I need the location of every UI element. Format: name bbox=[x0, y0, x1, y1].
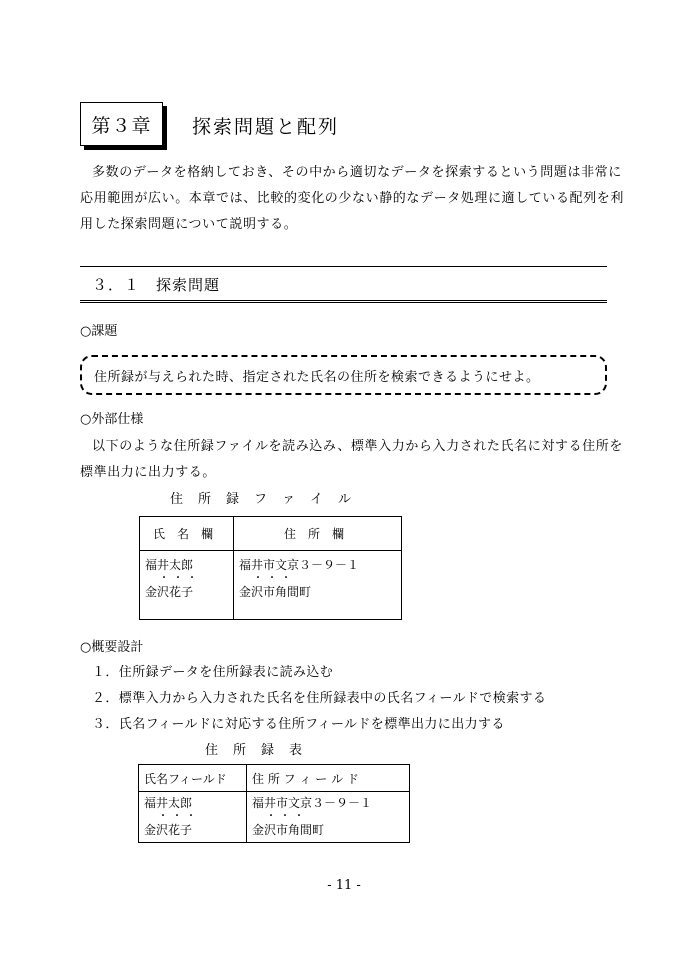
design-heading: ○概要設計 bbox=[80, 640, 144, 655]
ellipsis: ・・・ bbox=[266, 811, 308, 822]
section-title: ３．１ 探索問題 bbox=[92, 276, 221, 294]
address-value: 金沢市角間町 bbox=[252, 823, 325, 837]
design-step-3: ３．氏名フィールドに対応する住所フィールドを標準出力に出力する bbox=[92, 717, 505, 732]
chapter-label-box bbox=[80, 102, 163, 146]
name-field-header: 氏名フィールド bbox=[139, 765, 247, 792]
name-value: 福井太郎 bbox=[144, 796, 193, 810]
address-column-header: 住所欄 bbox=[234, 517, 402, 551]
address-value: 金沢市角間町 bbox=[239, 585, 312, 599]
address-field-header: 住 所 フ ィ ー ル ド bbox=[247, 765, 410, 792]
chapter-title: 探索問題と配列 bbox=[192, 116, 340, 138]
section-rule-top bbox=[80, 266, 607, 267]
design-step-1: １．住所録データを住所録表に読み込む bbox=[92, 665, 334, 680]
page-number: - 11 - bbox=[327, 878, 361, 893]
address-value: 福井市文京３－９－１ bbox=[239, 558, 360, 572]
spec-heading: ○外部仕様 bbox=[80, 412, 144, 427]
intro-line-1: 多数のデータを格納しておき、その中から適切なデータを探索するという問題は非常に bbox=[92, 165, 622, 180]
address-file-table bbox=[139, 516, 402, 620]
spec-line-1: 以下のような住所録ファイルを読み込み、標準入力から入力された氏名に対する住所を bbox=[92, 439, 623, 454]
ellipsis: ・・・ bbox=[253, 573, 295, 584]
task-text: 住所録が与えられた時、指定された氏名の住所を検索できるようにせよ。 bbox=[94, 370, 540, 385]
name-column-header: 氏名欄 bbox=[140, 517, 234, 551]
design-step-2: ２．標準入力から入力された氏名を住所録表中の氏名フィールドで検索する bbox=[92, 691, 547, 706]
section-rule-bottom bbox=[80, 300, 607, 305]
task-heading: ○課題 bbox=[80, 324, 118, 339]
ellipsis: ・・・ bbox=[159, 573, 201, 584]
name-value: 福井太郎 bbox=[145, 558, 194, 572]
address-file-caption: 住 所 録 フ ァ イ ル bbox=[170, 492, 353, 507]
address-value: 福井市文京３－９－１ bbox=[252, 796, 373, 810]
name-value: 金沢花子 bbox=[145, 585, 194, 599]
address-table bbox=[138, 764, 410, 843]
name-value: 金沢花子 bbox=[144, 823, 193, 837]
intro-line-2: 応用範囲が広い。本章では、比較的変化の少ない静的なデータ処理に適している配列を利 bbox=[80, 191, 625, 206]
address-table-caption: 住 所 録 表 bbox=[205, 743, 304, 758]
address-column-cell bbox=[234, 551, 402, 620]
spec-line-2: 標準出力に出力する。 bbox=[80, 465, 217, 480]
name-column-cell bbox=[140, 551, 234, 620]
chapter-label: 第３章 bbox=[91, 114, 152, 137]
intro-line-3: 用した探索問題について説明する。 bbox=[80, 217, 298, 232]
ellipsis: ・・・ bbox=[158, 811, 200, 822]
address-field-cell bbox=[247, 792, 410, 843]
name-field-cell bbox=[139, 792, 247, 843]
